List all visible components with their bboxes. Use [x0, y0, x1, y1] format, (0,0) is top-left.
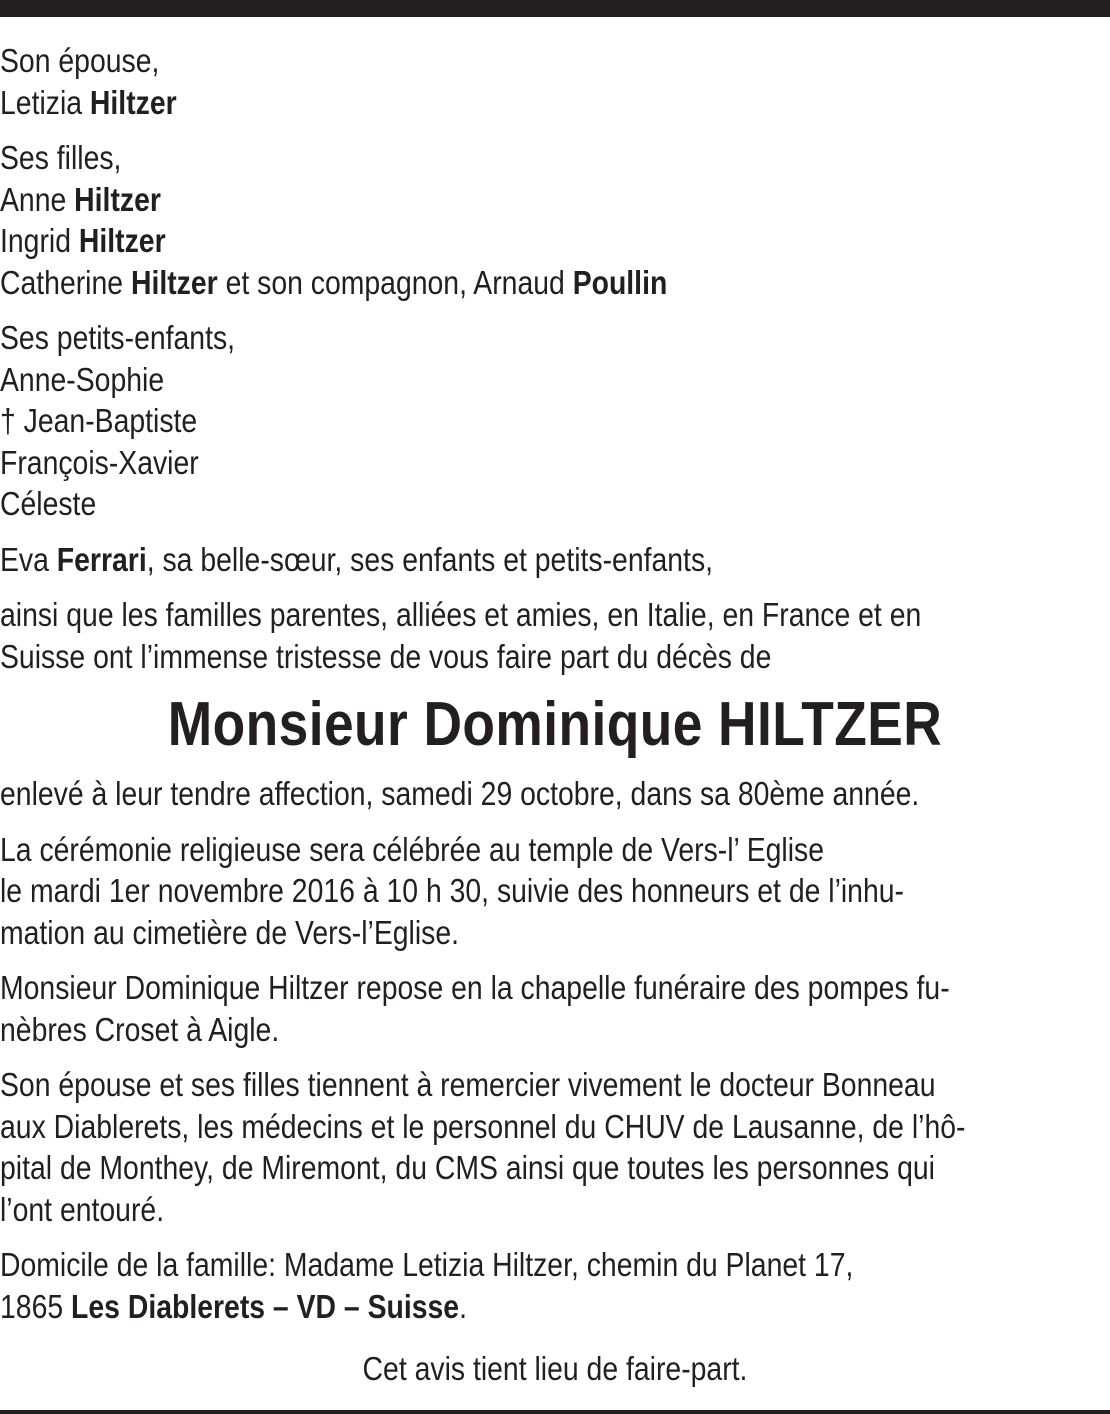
thanks-line: Son épouse et ses filles tiennent à remercier vivement le docteur Bonneau	[0, 1066, 936, 1103]
announcement-line: ainsi que les familles parentes, alliées et amies, en Italie, en France et en	[0, 596, 922, 633]
death-notice-line: enlevé à leur tendre affection, samedi 29 octobre, dans sa 80ème année.	[0, 775, 920, 812]
grandchildren-intro: Ses petits-enfants,	[0, 319, 236, 356]
sister-in-law-last-name: Ferrari	[56, 540, 147, 578]
address-line: Domicile de la famille: Madame Letizia Hiltzer, chemin du Planet 17,	[0, 1246, 854, 1283]
address-block	[0, 1244, 1106, 1327]
notice-details	[0, 773, 1106, 1341]
sister-in-law-first-name: Eva	[0, 540, 49, 578]
daughters-intro: Ses filles,	[0, 139, 122, 176]
grandchildren-block	[0, 317, 1106, 525]
ceremony-line: La cérémonie religieuse sera célébrée au temple de Vers-l’ Eglise	[0, 830, 825, 868]
sister-in-law-block	[0, 539, 1106, 581]
announcement-block	[0, 594, 1106, 677]
daughter-last-name: Hiltzer	[130, 263, 218, 301]
thanks-line: l’ont entouré.	[0, 1190, 165, 1228]
family-list	[0, 40, 1106, 691]
daughter-first-name: Ingrid	[0, 222, 72, 259]
address-line	[0, 1286, 1106, 1328]
death-notice-block	[0, 773, 1106, 815]
thanks-line: aux Diablerets, les médecins et le personnel du CHUV de Lausanne, de l’hô-	[0, 1107, 966, 1145]
spouse-intro: Son épouse,	[0, 42, 160, 79]
daughter-first-name: Anne	[0, 180, 67, 218]
spouse-last-name: Hiltzer	[89, 83, 177, 121]
daughter-name	[0, 179, 1106, 221]
daughter-name	[0, 262, 1106, 304]
ceremony-line: le mardi 1er novembre 2016 à 10 h 30, suivie des honneurs et de l’inhu-	[0, 872, 904, 909]
daughters-block	[0, 137, 1106, 303]
partner-last-name: Poullin	[572, 263, 668, 301]
deceased-name-heading: Monsieur Dominique HILTZER	[167, 690, 943, 759]
sister-in-law-text: , sa belle-sœur, ses enfants et petits-enfants,	[146, 540, 714, 578]
closing-note: Cet avis tient lieu de faire-part.	[362, 1350, 748, 1387]
ceremony-block	[0, 829, 1106, 954]
spouse-name	[0, 82, 1106, 124]
repose-block	[0, 967, 1106, 1050]
partner-text: et son compagnon, Arnaud	[217, 263, 573, 301]
address-end: .	[459, 1287, 467, 1325]
thanks-line: pital de Monthey, de Miremont, du CMS ainsi que toutes les personnes qui	[0, 1149, 935, 1186]
grandchild-name: François-Xavier	[0, 443, 199, 481]
announcement-line: Suisse ont l’immense tristesse de vous faire part du décès de	[0, 637, 772, 675]
address-place: Les Diablerets – VD – Suisse	[71, 1287, 460, 1325]
spouse-block	[0, 40, 1106, 123]
daughter-last-name: Hiltzer	[78, 222, 166, 259]
grandchild-name: Céleste	[0, 485, 97, 522]
sister-in-law-line	[0, 539, 1106, 581]
daughter-first-name: Catherine	[0, 263, 124, 301]
repose-line: nèbres Croset à Aigle.	[0, 1010, 280, 1048]
thanks-block	[0, 1064, 1106, 1230]
bottom-rule	[0, 1410, 1110, 1414]
daughter-last-name: Hiltzer	[74, 180, 161, 218]
address-postcode: 1865	[0, 1287, 72, 1325]
grandchild-name: † Jean-Baptiste	[0, 402, 198, 439]
repose-line: Monsieur Dominique Hiltzer repose en la chapelle funéraire des pompes fu-	[0, 969, 950, 1006]
daughter-name	[0, 220, 1106, 262]
top-rule	[0, 0, 1110, 17]
spouse-first-name: Letizia	[0, 83, 83, 121]
ceremony-line: mation au cimetière de Vers-l’Eglise.	[0, 913, 460, 951]
grandchild-name: Anne-Sophie	[0, 360, 165, 398]
